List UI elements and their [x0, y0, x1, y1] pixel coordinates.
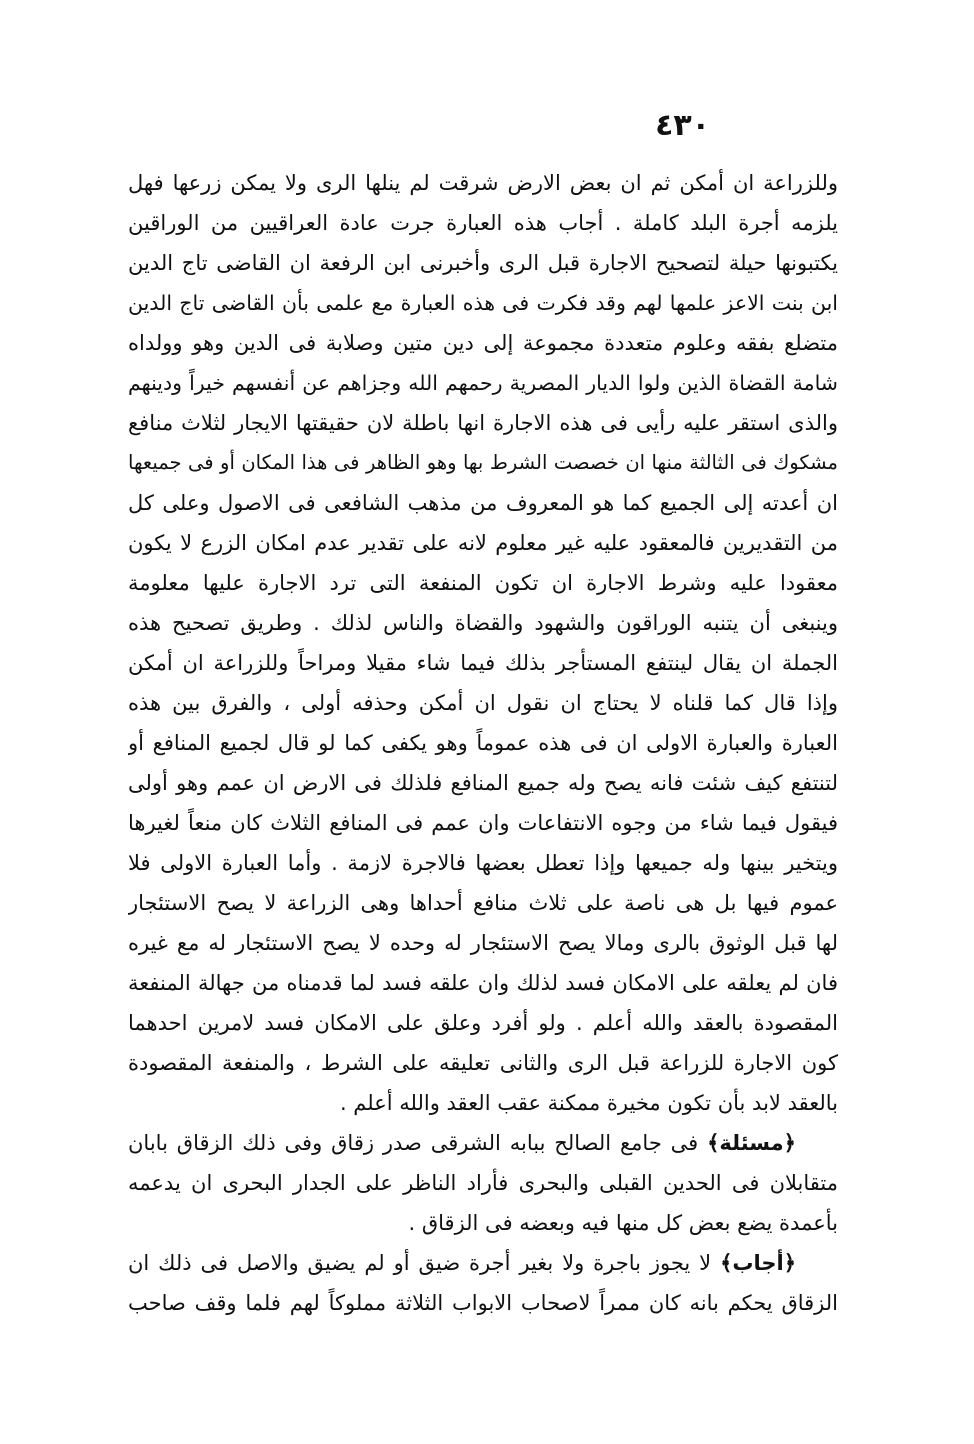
text-line: بأعمدة يضع بعض كل منها فيه وبعضه فى الزقاق .	[408, 1211, 838, 1235]
text-line: معقودا عليه وشرط الاجارة ان تكون المنفعة التى ترد الاجارة عليها معلومة	[128, 571, 838, 595]
text-line: وينبغى أن يتنبه الوراقون والشهود والقضاة والناس لذلك . وطريق تصحيح هذه	[128, 611, 838, 635]
text-line: متضلع بفقه وعلوم متعددة مجموعة إلى دين متين وصلابة فى الدين وهو وولداه	[128, 331, 838, 355]
text-line: من التقديرين فالمعقود عليه غير معلوم لانه على تقدير عدم امكان الزرع لا يكون	[128, 531, 838, 555]
text-line	[128, 1123, 838, 1163]
section-label-question: ﴿مسئلة﴾	[707, 1131, 796, 1155]
text-line: المقصودة بالعقد والله أعلم . ولو أفرد وعلق على الامكان فسد لامرين احدهما	[128, 1011, 838, 1035]
text-line: متقابلان فى الحدين القبلى والبحرى فأراد الناظر على الجدار البحرى ان يدعمه	[128, 1171, 838, 1195]
text-line: ويتخير بينها وله جميعها وإذا تعطل بعضها فالاجرة لازمة . وأما العبارة الاولى فلا	[128, 851, 838, 875]
text-line: عموم فيها بل هى ناصة على ثلاث منافع أحداها وهى الزراعة لا يصح الاستئجار	[128, 891, 838, 915]
text-line: يلزمه أجرة البلد كاملة . أجاب هذه العبارة جرت عادة العراقيين من الوراقين	[128, 211, 838, 235]
text-line: شامة القضاة الذين ولوا الديار المصرية رحمهم الله وجزاهم عن أنفسهم خيراً ودينهم	[128, 371, 838, 395]
text-line: الجملة ان يقال لينتفع المستأجر بذلك فيما شاء مقيلا ومراحاً وللزراعة ان أمكن	[128, 651, 838, 675]
text-line: بالعقد لابد بأن تكون مخيرة ممكنة عقب العقد والله أعلم .	[339, 1091, 838, 1115]
text-line: وللزراعة ان أمكن ثم ان بعض الارض شرقت لم ينلها الرى ولا يمكن زرعها فهل	[128, 171, 838, 195]
text-line: ابن بنت الاعز علمها لهم وقد فكرت فى هذه العبارة مع علمى بأن القاضى تاج الدين	[128, 291, 838, 315]
text-line: يكتبونها حيلة لتصحيح الاجارة قبل الرى وأخبرنى ابن الرفعة ان القاضى تاج الدين	[128, 251, 838, 275]
paragraph-answer	[128, 1243, 838, 1323]
section-label-answer: ﴿أجاب﴾	[720, 1251, 796, 1275]
text-line: والذى استقر عليه رأيى فى هذه الاجارة انها باطلة لان حقيقتها الايجار لثلاث منافع	[128, 411, 838, 435]
text-line: العبارة والعبارة الاولى ان فى هذه عموماً وهو يكفى كما لو قال لجميع المنافع أو	[128, 731, 838, 755]
text-line	[128, 1243, 838, 1283]
text-line: كون الاجارة للزراعة قبل الرى والثانى تعليقه على الشرط ، والمنفعة المقصودة	[128, 1051, 838, 1075]
text-line: الزقاق يحكم بانه كان ممراً لاصحاب الابواب الثلاثة مملوكاً لهم فلما وقف صاحب	[128, 1291, 838, 1315]
paragraph-question	[128, 1123, 838, 1243]
text-line: فيقول فيما شاء من وجوه الانتفاعات وان عمم فى المنافع الثلاث كان منعاً لغيرها	[128, 811, 838, 835]
text-line: لتنتفع كيف شئت فانه يصح وله جميع المنافع فلذلك فى الارض ان عمم وهو أولى	[128, 771, 838, 795]
text-line-content: لا يجوز باجرة ولا بغير أجرة ضيق أو لم يضيق والاصل فى ذلك ان	[128, 1251, 712, 1275]
text-line: وإذا قال كما قلناه لا يحتاج ان نقول ان أمكن وحذفه أولى ، والفرق بين هذه	[128, 691, 838, 715]
text-line: مشكوك فى الثالثة منها ان خصصت الشرط بها وهو الظاهر فى هذا المكان أو فى جميعها	[128, 451, 838, 474]
page-body	[128, 163, 838, 1323]
text-line: ان أعدته إلى الجميع كما هو المعروف من مذهب الشافعى فى الاصول وعلى كل	[128, 491, 838, 515]
text-line: لها قبل الوثوق بالرى ومالا يصح الاستئجار له وحده لا يصح الاستئجار له مع غيره	[128, 931, 838, 955]
page-number: ٤٣٠	[655, 108, 710, 143]
paragraph	[128, 163, 838, 1123]
text-line: فان لم يعلقه على الامكان فسد لذلك وان علقه فسد لما قدمناه من جهالة المنفعة	[128, 971, 838, 995]
text-line-content: فى جامع الصالح ببابه الشرقى صدر زقاق وفى ذلك الزقاق بابان	[128, 1131, 699, 1155]
